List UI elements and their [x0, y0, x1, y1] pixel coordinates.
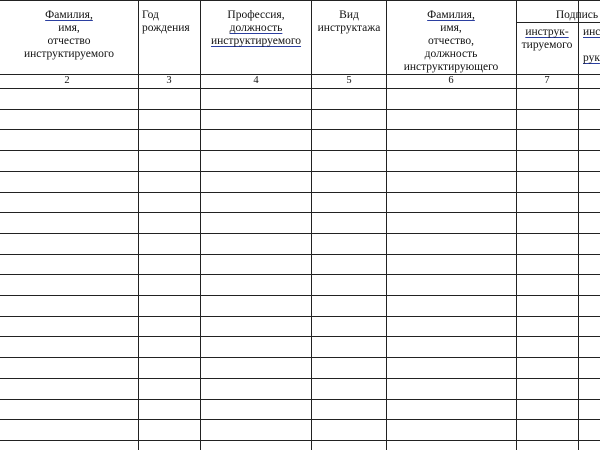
header-col-briefing-type-line-2: инструктажа — [317, 22, 381, 34]
col-number-6: 6 — [448, 75, 454, 86]
col-number-5: 5 — [346, 75, 352, 86]
header-col-instructor-line-3: отчество, — [428, 35, 474, 47]
header-signature-group — [517, 9, 600, 22]
header-col-sign-instructed-line-2: тируемого — [521, 39, 573, 51]
header-col-birth-year — [142, 9, 200, 35]
header-col-sign-instructed-line-1: инструк- — [525, 26, 569, 38]
header-col-profession-line-1: Профессия, — [227, 9, 285, 21]
header-col-full-name-line-4: инструктируемого — [23, 48, 115, 60]
header-col-sign-instructor-line-2: рук — [583, 52, 600, 64]
header-col-full-name-line-3: отчество — [47, 35, 91, 47]
header-signature-group-label: Подпись — [555, 9, 599, 21]
header-col-sign-instructor-line-1: инс — [583, 26, 600, 38]
header-col-profession-line-3: инструктируемого — [210, 35, 302, 47]
header-col-sign-instructed — [517, 26, 577, 52]
header-col-full-name — [0, 9, 138, 61]
col-number-3: 3 — [166, 75, 172, 86]
header-col-birth-year-line-2: рождения — [142, 22, 190, 34]
header-col-instructor — [387, 9, 515, 74]
header-col-instructor-line-5: инструктирующего — [403, 61, 499, 73]
header-col-instructor-line-4: должность — [424, 48, 478, 60]
header-col-instructor-line-1: Фамилия, — [427, 9, 475, 21]
header-col-instructor-line-2: имя, — [440, 22, 462, 34]
header-col-briefing-type — [312, 9, 386, 35]
header-col-briefing-type-line-1: Вид — [339, 9, 359, 21]
header-col-sign-instructor — [583, 26, 600, 65]
col-number-4: 4 — [253, 75, 259, 86]
header-col-full-name-line-2: имя, — [58, 22, 80, 34]
header-col-profession — [201, 9, 311, 48]
header-col-profession-line-2: должность — [229, 22, 283, 34]
header-col-full-name-line-1: Фамилия, — [45, 9, 93, 21]
header-col-birth-year-line-1: Год — [142, 9, 159, 21]
col-number-7: 7 — [544, 75, 550, 86]
col-number-2: 2 — [64, 75, 70, 86]
